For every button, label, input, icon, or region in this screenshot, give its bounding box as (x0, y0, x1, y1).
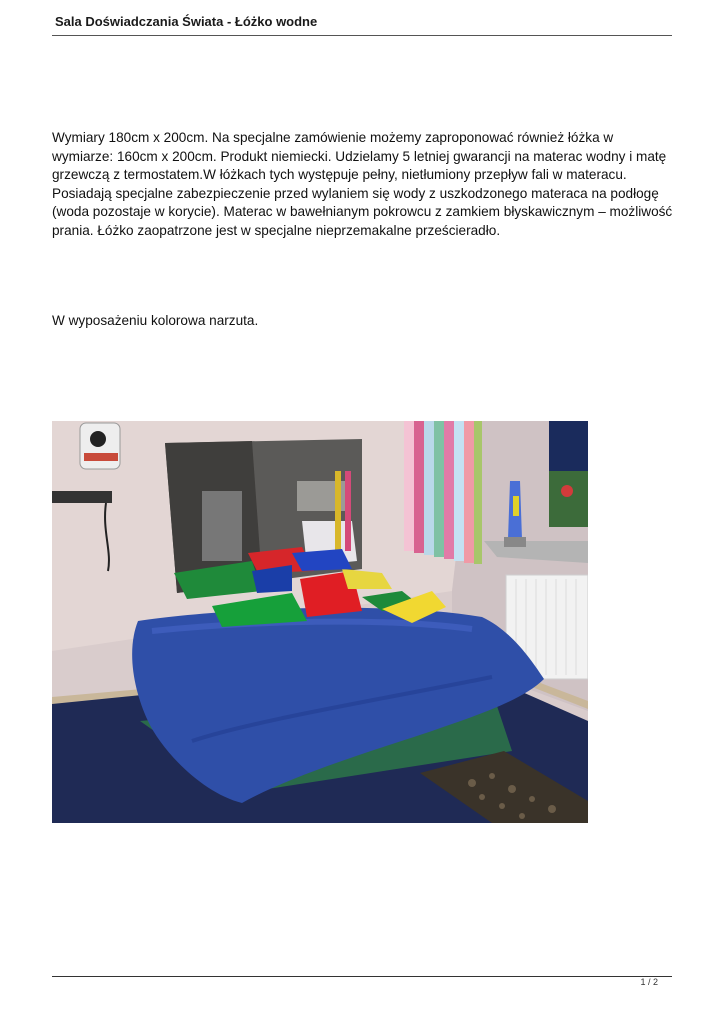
document-title: Sala Doświadczania Świata - Łóżko wodne (55, 14, 318, 29)
page-number: 1 / 2 (640, 977, 658, 987)
footer-divider (52, 976, 672, 977)
header-divider (52, 35, 672, 36)
description-paragraph: Wymiary 180cm x 200cm. Na specjalne zamówienie możemy zaproponować również łóżka w wymiarze: 160cm x 200cm. Produkt niemiecki. Udzielamy 5 letniej gwarancji na materac wodny i matę grzewczą z termostatem.W łóżkach tych występuje pełny, nietłumiony przepływ fali w materacu. Posiadają specjalne zabezpieczenie przed wylaniem się wody z uszkodzonego materaca na podłogę (woda pozostaje w korycie). Materac w bawełnianym pokrowcu z zamkiem błyskawicznym – możliwość prania. Łóżko zaopatrzone jest w specjalne nieprzemakalne prześcieradło. (52, 130, 673, 238)
equipment-paragraph: W wyposażeniu kolorowa narzuta. (52, 313, 259, 328)
water-bed-photo (52, 421, 588, 823)
